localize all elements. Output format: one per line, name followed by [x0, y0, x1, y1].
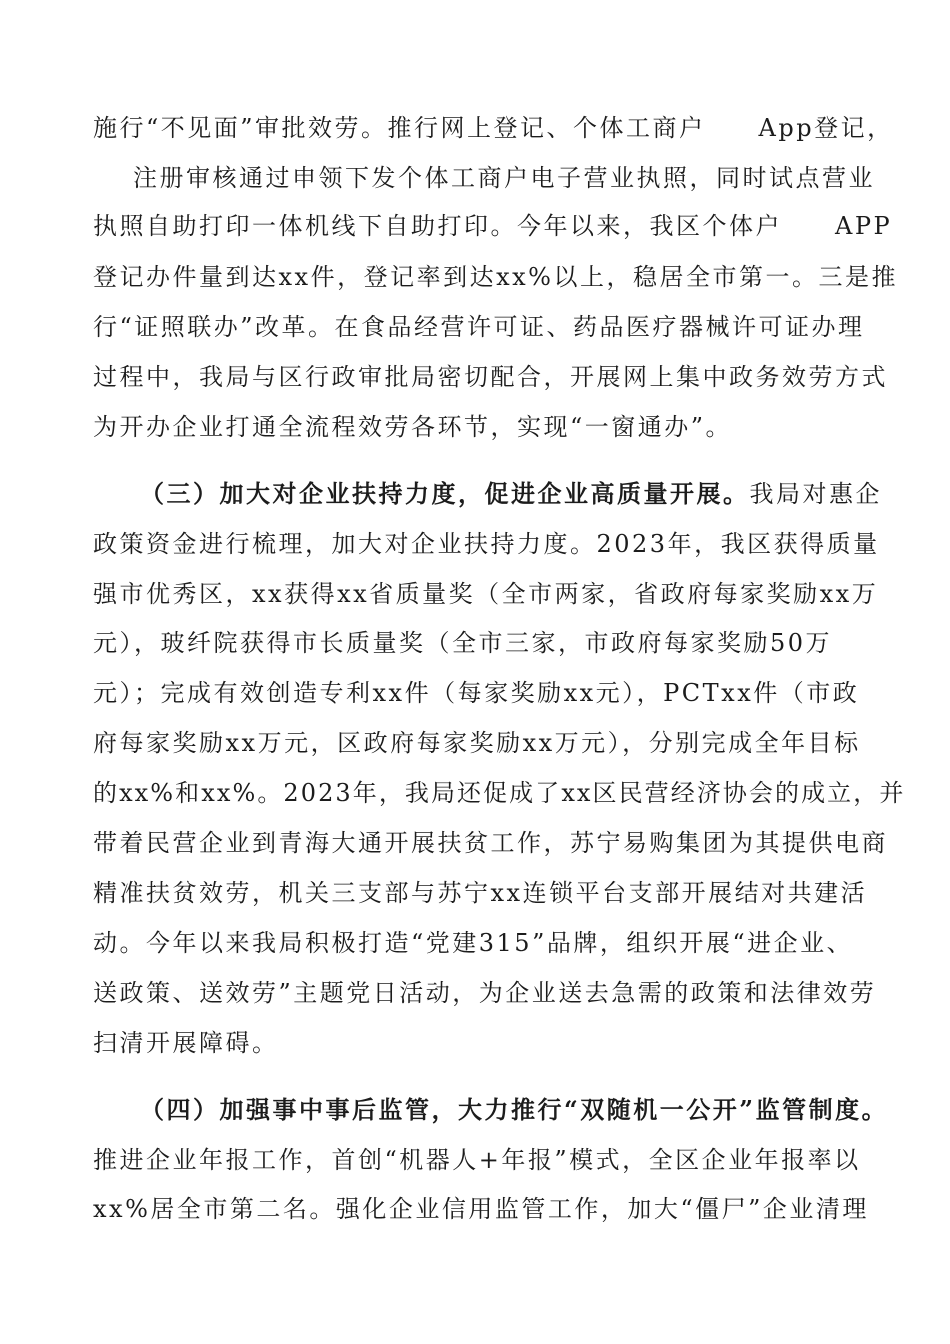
- paragraph1-line-2: 注册审核通过申领下发个体工商户电子营业执照，同时试点营业: [133, 164, 875, 192]
- section4-heading: （四）加强事中事后监管，大力推行“双随机一公开”监管制度。: [140, 1095, 889, 1124]
- section3-line-4: 元）；完成有效创造专利xx件（每家奖励xx元），PCTxx件（市政: [93, 679, 860, 707]
- section3-line-1: 政策资金进行梳理，加大对企业扶持力度。2023年，我区获得质量: [93, 530, 880, 558]
- paragraph1-line-4: 登记办件量到达xx件，登记率到达xx%以上，稳居全市第一。三是推: [93, 263, 898, 291]
- section3-line-9: 动。今年以来我局积极打造“党建315”品牌，组织开展“进企业、: [93, 929, 854, 957]
- section3-line-8: 精准扶贫效劳，机关三支部与苏宁xx连锁平台支部开展结对共建活: [93, 879, 868, 907]
- section3-line-2: 强市优秀区，xx获得xx省质量奖（全市两家，省政府每家奖励xx万: [93, 580, 879, 608]
- section3-heading-rest: 我局对惠企: [749, 480, 882, 508]
- paragraph1-line-6: 过程中，我局与区行政审批局密切配合，开展网上集中政务效劳方式: [93, 363, 888, 391]
- section3-first-line: [140, 478, 882, 510]
- section3-line-7: 带着民营企业到青海大通开展扶贫工作，苏宁易购集团为其提供电商: [93, 829, 888, 857]
- paragraph1-line-7: 为开办企业打通全流程效劳各环节，实现“一窗通办”。: [93, 413, 733, 441]
- paragraph1-line-3: 执照自助打印一体机线下自助打印。今年以来，我区个体户 APP: [93, 212, 893, 240]
- section3-line-11: 扫清开展障碍。: [93, 1029, 279, 1057]
- section4-line-1: 推进企业年报工作，首创“机器人+年报”模式，全区企业年报率以: [93, 1146, 861, 1174]
- paragraph1-line-1: 施行“不见面”审批效劳。推行网上登记、个体工商户 App登记，: [93, 114, 894, 142]
- section3-heading: （三）加大对企业扶持力度，促进企业高质量开展。: [140, 479, 750, 508]
- section4-line-2: xx%居全市第二名。强化企业信用监管工作，加大“僵尸”企业清理: [93, 1195, 869, 1223]
- section3-line-6: 的xx%和xx%。2023年，我局还促成了xx区民营经济协会的成立，并: [93, 779, 906, 807]
- section3-line-5: 府每家奖励xx万元，区政府每家奖励xx万元），分别完成全年目标: [93, 729, 861, 757]
- section3-line-3: 元），玻纤院获得市长质量奖（全市三家，市政府每家奖励50万: [93, 629, 833, 657]
- section3-line-10: 送政策、送效劳”主题党日活动，为企业送去急需的政策和法律效劳: [93, 979, 877, 1007]
- paragraph1-line-5: 行“证照联办”改革。在食品经营许可证、药品医疗器械许可证办理: [93, 313, 865, 341]
